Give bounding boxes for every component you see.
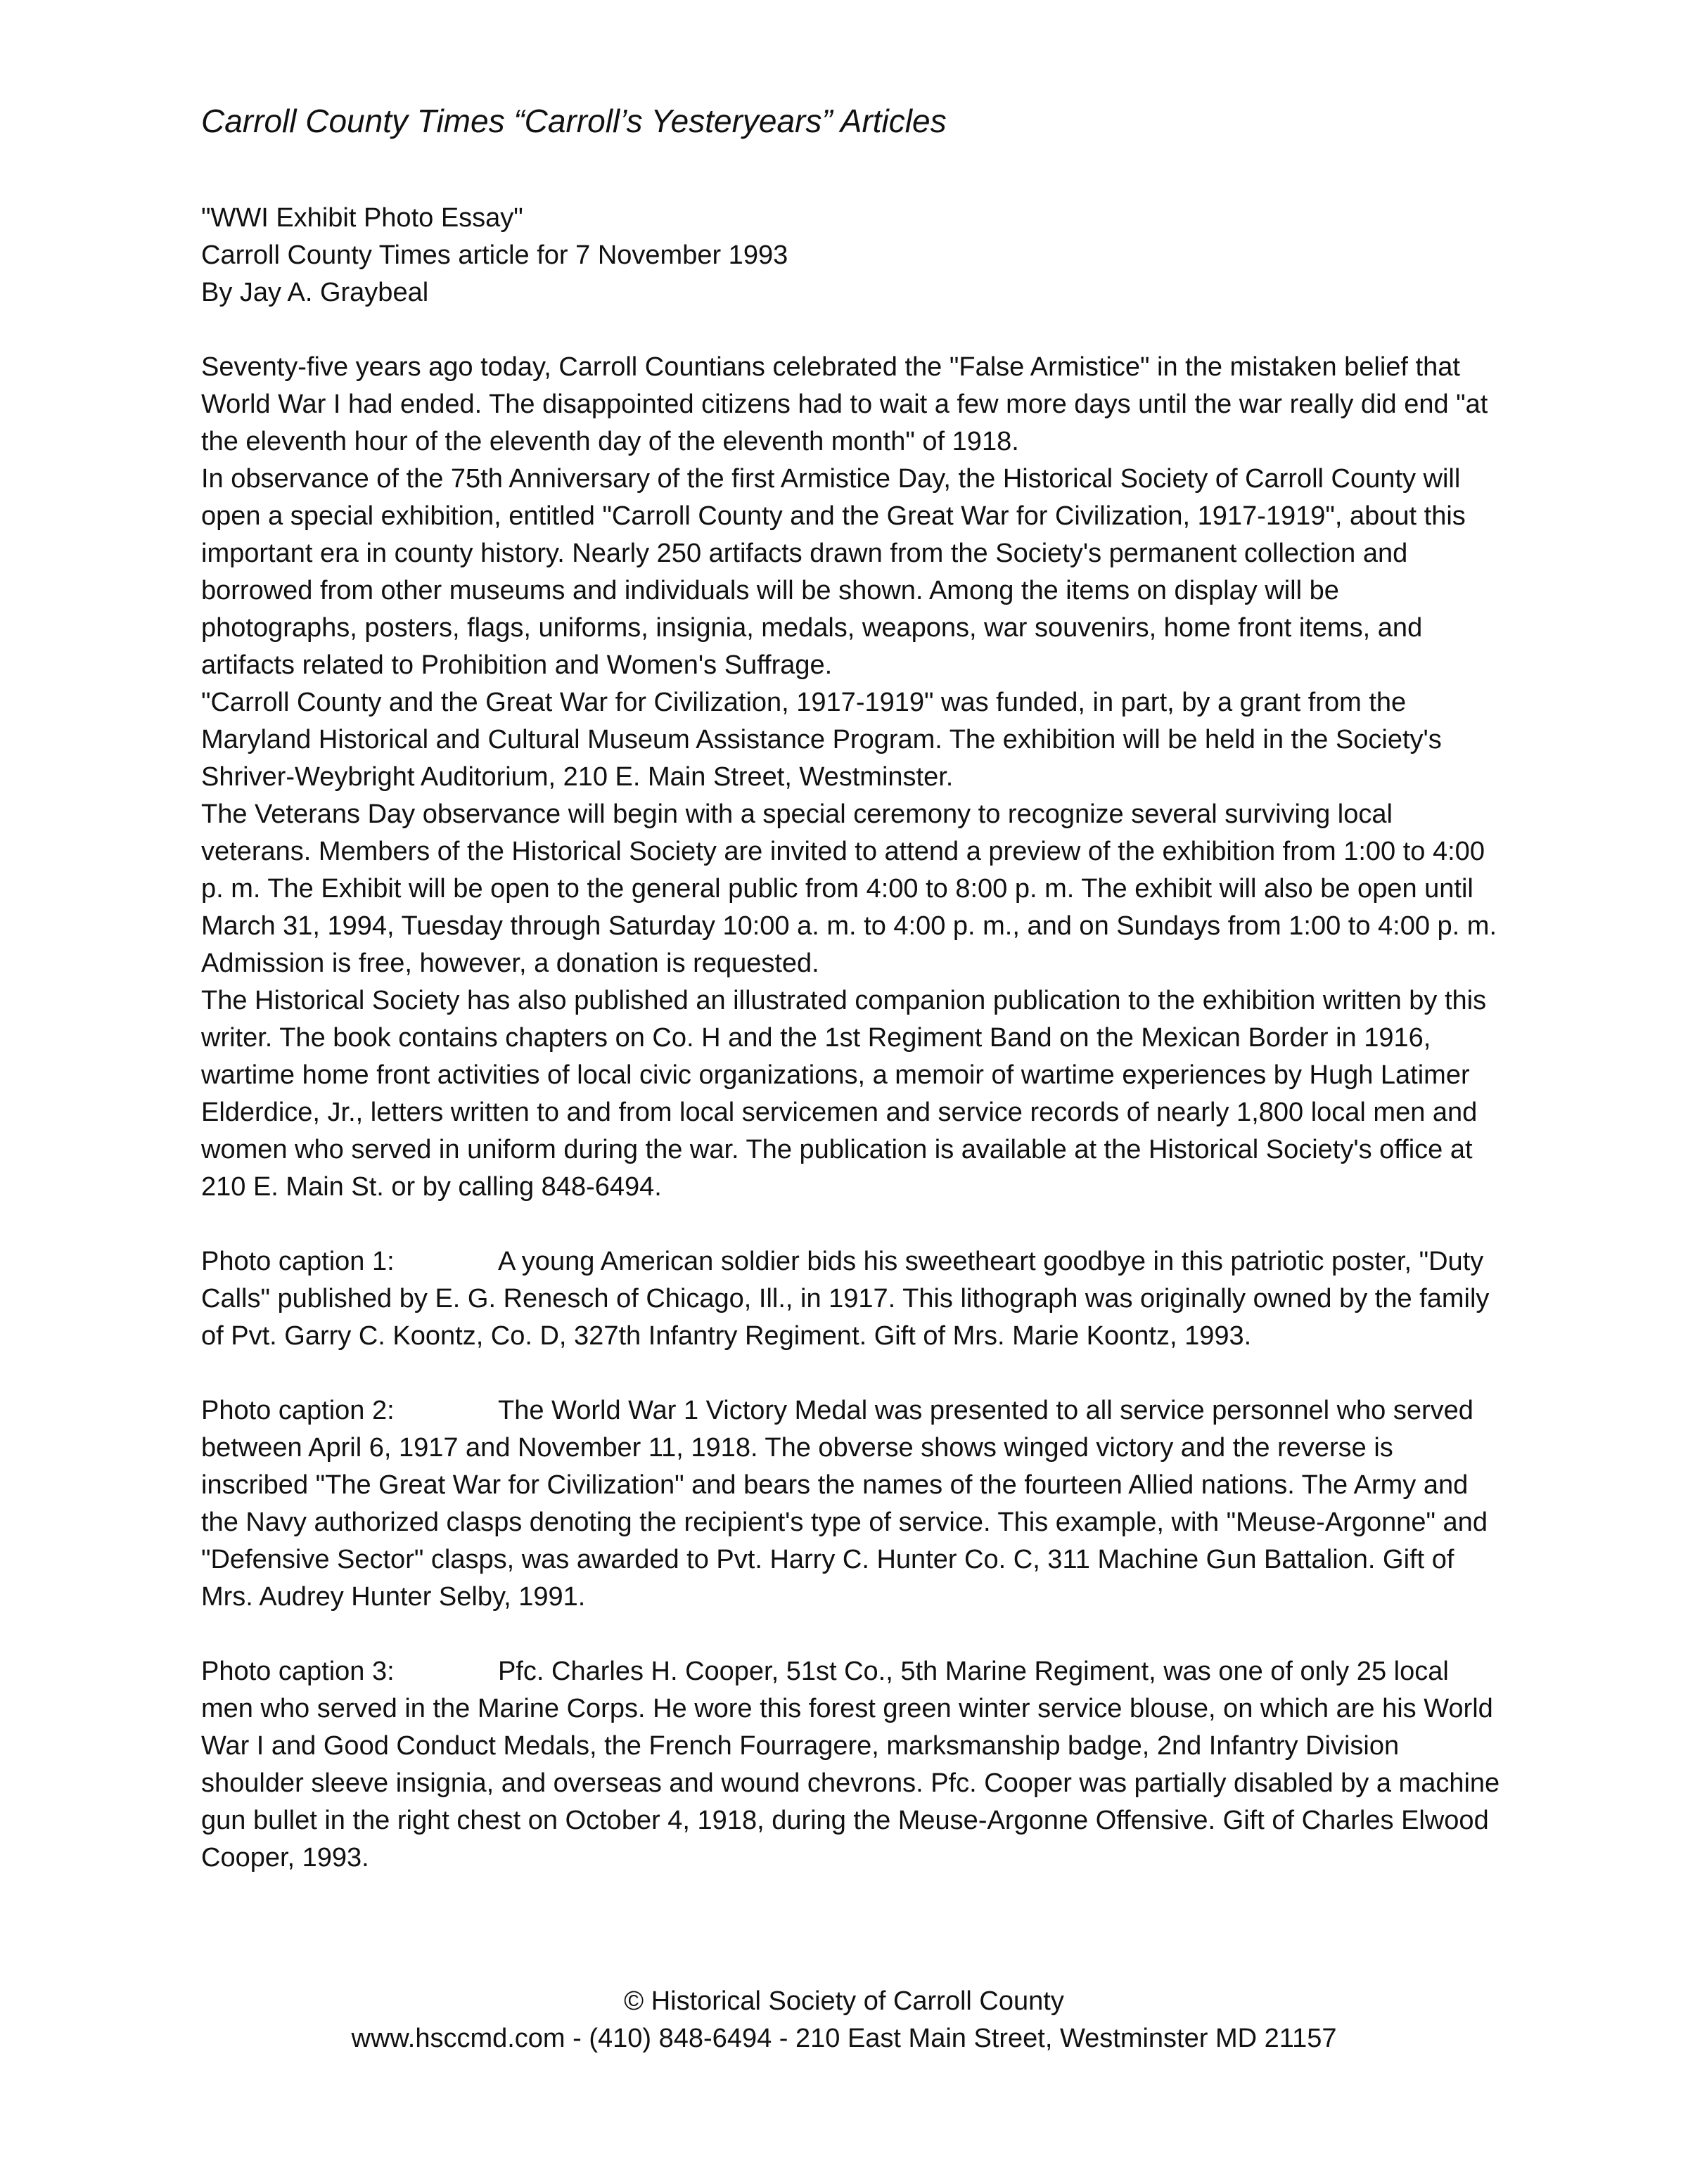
caption-text: Pfc. Charles H. Cooper, 51st Co., 5th Marine Regiment, was one of only 25 local men who served in the Marine Corps. He wore this forest green winter service blouse, on which are his World War I and Good Conduct Medals, the French Fourragere, marksmanship badge, 2nd Infantry Division shoulder sleeve insignia, and overseas and wound chevrons. Pfc. Cooper was partially disabled by a machine gun bullet in the right chest on October 4, 1918, during the Meuse-Argonne Offensive. Gift of Charles Elwood Cooper, 1993. bbox=[201, 1657, 1500, 1873]
byline: By Jay A. Graybeal bbox=[201, 278, 429, 307]
paragraph: The Historical Society has also published an illustrated companion publication to the exhibition written by this writer. The book contains chapters on Co. H and the 1st Regiment Band on the Mexican Border in 1916, wartime home front activities of local civic organizations, a memoir of wartime experiences by Hugh Latimer Elderdice, Jr., letters written to and from local servicemen and service records of nearly 1,800 local men and women who served in uniform during the war. The publication is available at the Historical Society's office at 210 E. Main St. or by calling 848-6494. bbox=[201, 986, 1487, 1202]
footer-copyright: © Historical Society of Carroll County bbox=[624, 1986, 1064, 2016]
spacer bbox=[201, 1355, 1502, 1392]
spacer bbox=[201, 311, 1502, 349]
paragraph: In observance of the 75th Anniversary of the first Armistice Day, the Historical Society of Carroll County will open a special exhibition, entitled "Carroll County and the Great War for Civilization, 1917-1919", about this important era in county history. Nearly 250 artifacts drawn from the Society's permanent collection and borrowed from other museums and individuals will be shown. Among the items on display will be photographs, posters, flags, uniforms, insignia, medals, weapons, war souvenirs, home front items, and artifacts related to Prohibition and Women's Suffrage. bbox=[201, 464, 1466, 680]
page-footer bbox=[0, 1983, 1688, 2057]
article-title: "WWI Exhibit Photo Essay" bbox=[201, 203, 523, 233]
photo-caption-1 bbox=[201, 1243, 1502, 1355]
paragraph: "Carroll County and the Great War for Civilization, 1917-1919" was funded, in part, by a grant from the Maryland Historical and Cultural Museum Assistance Program. The exhibition will be held in the Society's Shriver-Weybright Auditorium, 210 E. Main Street, Westminster. bbox=[201, 688, 1442, 792]
caption-label: Photo caption 3: bbox=[201, 1657, 395, 1686]
paragraph: Seventy-five years ago today, Carroll Countians celebrated the "False Armistice" in the mistaken belief that World War I had ended. The disappointed citizens had to wait a few more days until the war really did end "at the eleventh hour of the eleventh day of the eleventh month" of 1918. bbox=[201, 352, 1488, 456]
footer-contact: www.hsccmd.com - (410) 848-6494 - 210 East Main Street, Westminster MD 21157 bbox=[351, 2024, 1337, 2053]
spacer bbox=[201, 1616, 1502, 1653]
photo-caption-2 bbox=[201, 1392, 1502, 1616]
caption-text: The World War 1 Victory Medal was presented to all service personnel who served between April 6, 1917 and November 11, 1918. The obverse shows winged victory and the reverse is inscribed "The Great War for Civilization" and bears the names of the fourteen Allied nations. The Army and the Navy authorized clasps denoting the recipient's type of service. This example, with "Meuse-Argonne" and "Defensive Sector" clasps, was awarded to Pvt. Harry C. Hunter Co. C, 311 Machine Gun Battalion. Gift of Mrs. Audrey Hunter Selby, 1991. bbox=[201, 1396, 1488, 1612]
photo-caption-3 bbox=[201, 1653, 1502, 1877]
paragraph: The Veterans Day observance will begin with a special ceremony to recognize several surviving local veterans. Members of the Historical Society are invited to attend a preview of the exhibition from 1:00 to 4:00 p. m. The Exhibit will be open to the general public from 4:00 to 8:00 p. m. The exhibit will also be open until March 31, 1994, Tuesday through Saturday 10:00 a. m. to 4:00 p. m., and on Sundays from 1:00 to 4:00 p. m. Admission is free, however, a donation is requested. bbox=[201, 799, 1497, 978]
spacer bbox=[201, 1206, 1502, 1243]
caption-label: Photo caption 1: bbox=[201, 1247, 395, 1276]
publication-line: Carroll County Times article for 7 November 1993 bbox=[201, 240, 788, 270]
series-title: Carroll County Times “Carroll’s Yesteryears” Articles bbox=[201, 103, 947, 139]
caption-text: A young American soldier bids his sweetheart goodbye in this patriotic poster, "Duty Calls" published by E. G. Renesch of Chicago, Ill., in 1917. This lithograph was originally owned by the family of Pvt. Garry C. Koontz, Co. D, 327th Infantry Regiment. Gift of Mrs. Marie Koontz, 1993. bbox=[201, 1247, 1490, 1351]
article-body bbox=[201, 200, 1502, 1877]
caption-label: Photo caption 2: bbox=[201, 1396, 395, 1425]
